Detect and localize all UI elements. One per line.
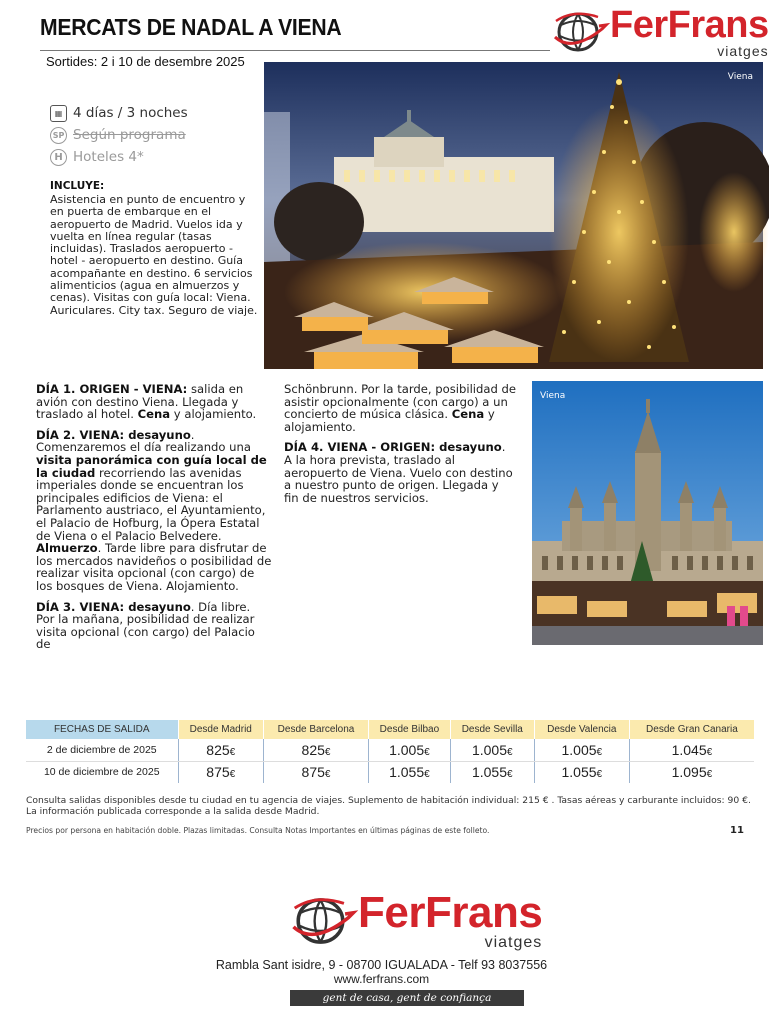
feature-program-text: Según programa [73, 127, 186, 143]
price-cell: 1.005€ [369, 739, 451, 761]
price-table [26, 720, 754, 783]
company-logo-footer [290, 886, 543, 956]
brand-name: FerFrans [358, 888, 543, 937]
price-table-header [26, 720, 754, 739]
table-row [26, 761, 754, 783]
date-cell: 10 de diciembre de 2025 [26, 761, 178, 783]
title-divider [40, 50, 550, 51]
company-logo [552, 4, 769, 60]
feature-duration [50, 102, 188, 124]
col-header-sevilla: Desde Sevilla [450, 720, 534, 739]
day-3: DÍA 3. VIENA: desayuno. Día libre. Por la mañana, posibilidad de realizar visita opcional (con cargo) del Palacio de [36, 599, 255, 652]
price-cell: 1.005€ [534, 739, 629, 761]
company-address: Rambla Sant isidre, 9 - 08700 IGUALADA - Telf 93 8037556 [215, 958, 548, 972]
feature-duration-text: 4 días / 3 noches [73, 105, 188, 121]
price-cell: 1.095€ [671, 764, 713, 781]
price-cell: 1.055€ [369, 761, 451, 783]
day-4: DÍA 4. VIENA - ORIGEN: desayuno. A la hora prevista, traslado al aeropuerto de Viena. Vuelo con destino a nuestro punto de origen. Llegada y fin de nuestros servicios. [284, 440, 513, 505]
col-header-gran-canaria: Desde Gran Canaria [629, 720, 754, 739]
day-2: DÍA 2. VIENA: desayuno. Comenzaremos el día realizando una visita panorámica con guía local de la ciudad recorriendo las avenidas imperiales donde se encuentran los principales edificios de Viena: el Parlamento austriaco, el Ayuntamiento, el Palacio de Hofburg, la Ópera Estatal de Viena o el Palacio Belvedere. Almuerzo. Tarde libre para disfrutar de los mercados navideños o posibilidad de realizar visita opcional (con cargo) de los bosques de Viena. Alojamiento. [36, 427, 272, 593]
date-cell: 2 de diciembre de 2025 [26, 739, 178, 761]
col-header-barcelona: Desde Barcelona [264, 720, 369, 739]
table-row [26, 739, 754, 761]
fine-print: Precios por persona en habitación doble. Plazas limitadas. Consulta Notas Importantes en últimas páginas de este folleto. [26, 826, 490, 835]
price-cell: 1.045€ [629, 739, 754, 761]
price-cell: 1.055€ [450, 761, 534, 783]
note-line-1: Consulta salidas disponibles desde tu ciudad en tu agencia de viajes. Suplemento de habitación individual: 215 € . Tasas aéreas y carburante incluidos: 90 €. [26, 795, 751, 806]
departure-dates: Sortides: 2 i 10 de desembre 2025 [46, 54, 245, 69]
vienna-city-hall-photo [532, 381, 763, 645]
note-line-2: La información publicada corresponde a la salida desde Madrid. [26, 806, 320, 817]
globe-icon [290, 891, 358, 951]
page-title: MERCATS DE NADAL A VIENA [40, 14, 342, 40]
trip-features [50, 102, 188, 168]
photo-caption-side: Viena [540, 391, 566, 401]
day-1: DÍA 1. ORIGEN - VIENA: salida en avión con destino Viena. Llegada y traslado al hotel. Cena y alojamiento. [36, 382, 257, 422]
price-cell: 875€ [264, 761, 369, 783]
itinerary-column-2 [284, 383, 516, 512]
col-header-valencia: Desde Valencia [534, 720, 629, 739]
calendar-icon: ▦ [50, 105, 67, 122]
includes-text: Asistencia en punto de encuentro y en puerta de embarque en el aeropuerto de Madrid. Vuelos ida y vuelta en línea regular (tasas incluidas). Traslados aeropuerto - hotel - aeropuerto en destino. Guía acompañante en destino. 6 servicios alimenticios (agua en almuerzos y cenas). Visitas con guía local: Viena. Auriculares. City tax. Seguro de viaje. [50, 193, 258, 317]
globe-icon [552, 7, 610, 57]
hotel-icon: H [50, 149, 67, 166]
includes-title: INCLUYE: [50, 180, 105, 192]
price-cell: 875€ [178, 761, 264, 783]
photo-caption: Viena [727, 72, 753, 82]
brand-sub: viatges [717, 43, 769, 59]
feature-hotels-text: Hoteles 4* [73, 149, 144, 165]
col-header-madrid: Desde Madrid [178, 720, 264, 739]
brand-sub: viatges [484, 934, 543, 951]
price-notes [26, 795, 761, 817]
page-number: 11 [730, 825, 744, 836]
day-3-continued: Schönbrunn. Por la tarde, posibilidad de asistir opcionalmente (con cargo) a un concierto de música clásica. Cena y alojamiento. [284, 382, 517, 434]
col-header-dates: FECHAS DE SALIDA [26, 720, 178, 739]
vienna-christmas-market-photo [264, 62, 763, 369]
price-cell: 1.055€ [534, 761, 629, 783]
feature-program [50, 124, 188, 146]
col-header-bilbao: Desde Bilbao [369, 720, 451, 739]
brand-name: FerFrans [610, 4, 769, 46]
price-cell: 1.005€ [450, 739, 534, 761]
company-website[interactable]: www.ferfrans.com [333, 972, 430, 986]
price-cell: 825€ [178, 739, 264, 761]
itinerary-column-1 [36, 383, 272, 659]
sp-icon: SP [50, 127, 67, 144]
company-tagline: gent de casa, gent de confiança [290, 990, 524, 1006]
price-cell: 825€ [264, 739, 369, 761]
feature-hotels [50, 146, 188, 168]
